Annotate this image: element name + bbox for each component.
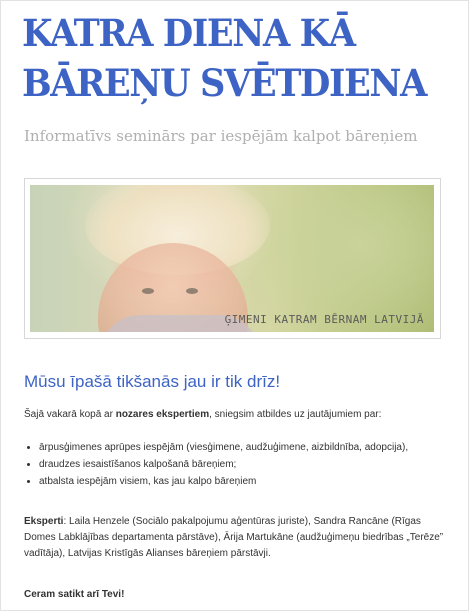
- hero-image: [30, 185, 434, 332]
- section-heading: Mūsu īpašā tikšanās jau ir tik drīz!: [24, 372, 281, 391]
- closing-line: Ceram satikt arī Tevi!: [24, 589, 125, 600]
- experts-label: Eksperti: [24, 516, 64, 527]
- topics-list: [24, 439, 408, 490]
- hero-eye-right: [186, 288, 198, 294]
- experts-paragraph: [24, 514, 444, 562]
- list-item: • draudzes iesaistīšanos kalpošanā bāreņiem;: [39, 456, 408, 473]
- page-subtitle: Informatīvs seminārs par iespējām kalpot bāreņiem: [24, 127, 418, 145]
- title-line-2: BĀREŅU SVĒTDIENA: [22, 61, 426, 105]
- page-title: [22, 8, 440, 108]
- title-line-1: KATRA DIENA KĀ: [22, 11, 355, 55]
- list-item: • atbalsta iespējām visiem, kas jau kalpo bāreņiem: [39, 473, 408, 490]
- list-item: • ārpusģimenes aprūpes iespējām (viesģimene, audžuģimene, aizbildnība, adopcija),: [39, 439, 408, 456]
- experts-text: : Laila Henzele (Sociālo pakalpojumu aģentūras juriste), Sandra Rancāne (Rīgas Domes Labklājības departamenta pārstāve), Ārija Martukāne (audžuģimeņu biedrības „Terēze” vadītāja), Latvijas Kristīgās Alianses bāreņiem pārstāvji.: [24, 516, 444, 559]
- intro-text-start: Šajā vakarā kopā ar: [24, 409, 116, 420]
- hero-image-frame: [24, 178, 441, 339]
- intro-emphasis: nozares ekspertiem: [115, 409, 210, 420]
- hero-eye-left: [142, 288, 154, 294]
- intro-text-end: , sniegsim atbildes uz jautājumiem par:: [209, 409, 382, 420]
- intro-paragraph: [24, 409, 381, 420]
- hero-caption: ĢIMENI KATRAM BĒRNAM LATVIJĀ: [224, 313, 424, 326]
